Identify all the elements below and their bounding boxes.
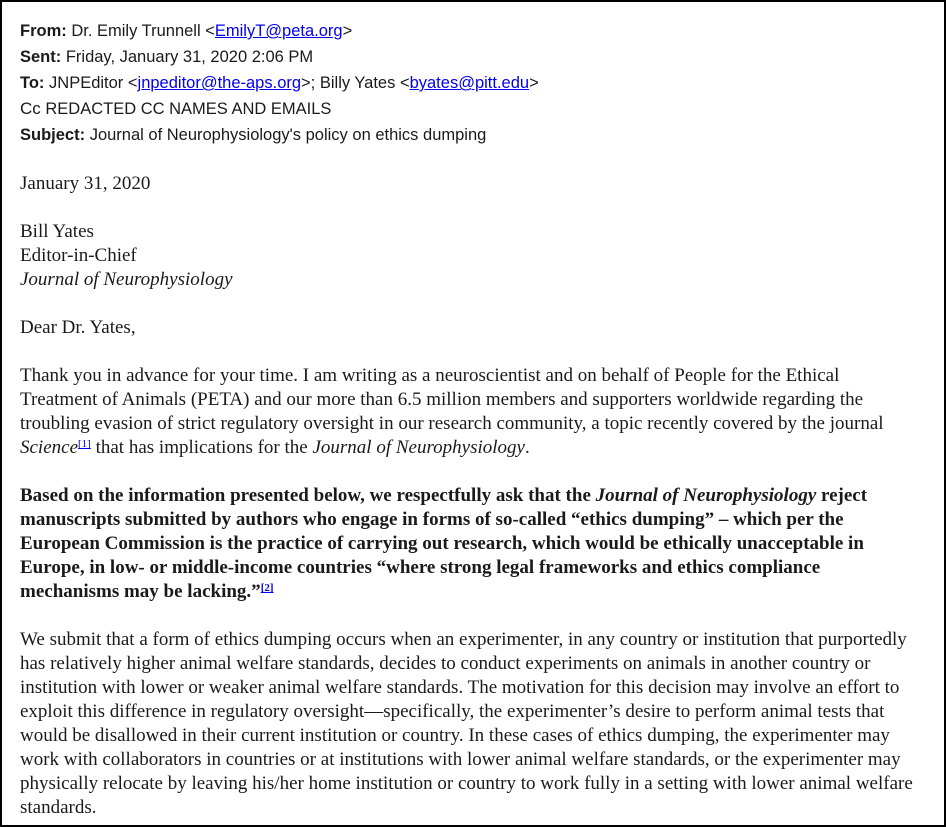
paragraph-intro-text-2: that has implications for the: [90, 437, 313, 458]
letter-body: [20, 172, 920, 820]
letter-date: January 31, 2020: [20, 173, 151, 194]
request-journal-name: Journal of Neurophysiology: [595, 485, 817, 506]
footnote-link-2[interactable]: [2]: [260, 582, 274, 594]
from-name: Dr. Emily Trunnell <: [71, 22, 215, 40]
to-email-link-2[interactable]: byates@pitt.edu: [409, 74, 530, 92]
footnote-link-1[interactable]: [1]: [78, 438, 91, 450]
recipient-name: Bill Yates: [20, 221, 94, 242]
paragraph-request-text-1: Based on the information presented below, we respectfully ask that the: [20, 485, 596, 506]
to-email-link-1[interactable]: jnpeditor@the-aps.org: [137, 74, 302, 92]
from-email-link[interactable]: EmilyT@peta.org: [214, 22, 343, 40]
to-label: To:: [20, 74, 45, 92]
sent-label: Sent:: [20, 48, 62, 66]
cc-line: [20, 96, 539, 122]
sent-line: [20, 44, 539, 70]
subject-line: [20, 122, 539, 148]
to-separator: >; Billy Yates <: [301, 74, 410, 92]
from-line: [20, 18, 539, 44]
salutation: Dear Dr. Yates,: [20, 317, 136, 338]
paragraph-intro: [20, 364, 920, 460]
cc-value: REDACTED CC NAMES AND EMAILS: [45, 100, 332, 118]
to-line: [20, 70, 539, 96]
from-label: From:: [20, 22, 67, 40]
recipient-title: Editor-in-Chief: [20, 245, 137, 266]
paragraph-request-text-2: reject manuscripts submitted by authors who engage in forms of so-called “ethics dumping” – which per the European Commission is the practice of carrying out research, which would be ethically unacceptable in Europe, in low- or middle-income countries “where strong legal frameworks and ethics compliance mechanisms may be lacking.”: [20, 485, 868, 602]
subject-label: Subject:: [20, 126, 86, 144]
jnp-journal-name: Journal of Neurophysiology: [312, 437, 525, 458]
footnote-ref-2[interactable]: [261, 582, 274, 594]
recipient-journal: Journal of Neurophysiology: [20, 269, 233, 290]
from-close: >: [342, 22, 353, 40]
email-header: [20, 18, 539, 148]
sent-value: Friday, January 31, 2020 2:06 PM: [65, 48, 314, 66]
to-close: >: [529, 74, 539, 92]
cc-label: Cc: [20, 99, 41, 118]
science-journal-name: Science: [20, 437, 79, 458]
paragraph-intro-text-1: Thank you in advance for your time. I am writing as a neuroscientist and on behalf of People for the Ethical Treatment of Animals (PETA) and our more than 6.5 million members and supporters worldwide regarding the troubling evasion of strict regulatory oversight in our research community, a topic recently covered by the journal: [20, 365, 884, 434]
paragraph-intro-end: .: [524, 437, 530, 458]
to-name-1: JNPEditor <: [49, 74, 138, 92]
paragraph-definition: We submit that a form of ethics dumping occurs when an experimenter, in any country or institution that purportedly has relatively higher animal welfare standards, decides to conduct experiments on animals in another country or institution with lower or weaker animal welfare standards. The motivation for this decision may involve an effort to exploit this difference in regulatory oversight—specifically, the experimenter’s desire to perform animal tests that would be disallowed in their current institution or country. In these cases of ethics dumping, the experimenter may work with collaborators in countries or at institutions with lower animal welfare standards, or the experimenter may physically relocate by leaving his/her home institution or country to work fully in a setting with lower animal welfare standards.: [20, 629, 913, 818]
subject-value: Journal of Neurophysiology's policy on ethics dumping: [89, 126, 487, 144]
paragraph-request: [20, 484, 920, 604]
footnote-ref-1[interactable]: [78, 438, 91, 450]
